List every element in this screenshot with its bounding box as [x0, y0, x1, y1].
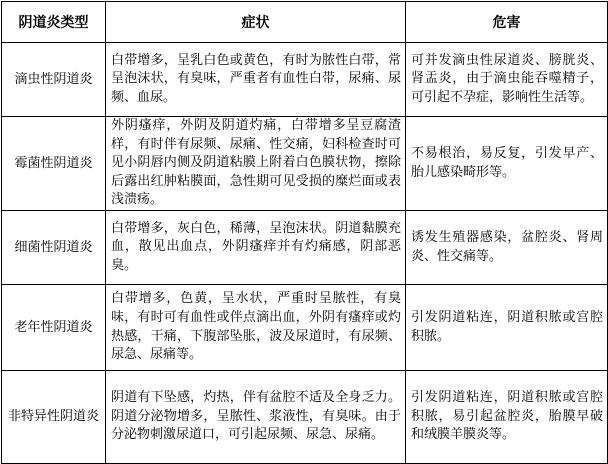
- harm-cell: 引发阴道粘连，阴道积脓或宫腔积脓。: [406, 285, 608, 371]
- type-cell: 非特异性阴道炎: [2, 371, 106, 464]
- table-row: [2, 43, 608, 117]
- symptoms-cell: 白带增多，灰白色，稀薄，呈泡沫状。阴道黏膜充血，散见出血点，外阴瘙痒并有灼痛感，阴部恶臭。: [106, 211, 406, 285]
- type-cell: 滴虫性阴道炎: [2, 43, 106, 117]
- header-harm: 危害: [406, 2, 608, 43]
- type-cell: 霉菌性阴道炎: [2, 117, 106, 211]
- vaginitis-table: [1, 1, 608, 464]
- symptoms-cell: 白带增多，呈乳白色或黄色，有时为脓性白带，常呈泡沫状，有臭味，严重者有血性白带，尿痛、尿频、血尿。: [106, 43, 406, 117]
- symptoms-cell: 白带增多，色黄，呈水状，严重时呈脓性，有臭味，有时可有血性或伴点滴出血，外阴有瘙痒或灼热感，干痛，下腹部坠胀，波及尿道时，有尿频、尿急、尿痛等。: [106, 285, 406, 371]
- table-row: [2, 285, 608, 371]
- harm-cell: 可并发滴虫性尿道炎、膀胱炎、肾盂炎，由于滴虫能吞噬精子，可引起不孕症，影响性生活等。: [406, 43, 608, 117]
- symptoms-cell: 阴道有下坠感，灼热，伴有盆腔不适及全身乏力。阴道分泌物增多，呈脓性、浆液性，有臭味。由于分泌物刺激尿道口，可引起尿频、尿急、尿痛。: [106, 371, 406, 464]
- table-row: [2, 117, 608, 211]
- header-type: 阴道炎类型: [2, 2, 106, 43]
- symptoms-cell: 外阴瘙痒，外阴及阴道灼痛，白带增多呈豆腐渣样，有时伴有尿频、尿痛、性交痛，妇科检查时可见小阴唇内侧及阴道粘膜上附着白色膜状物，擦除后露出红肿粘膜面，急性期可见受损的糜烂面或表浅溃疡。: [106, 117, 406, 211]
- harm-cell: 诱发生殖器感染，盆腔炎、肾周炎、性交痛等。: [406, 211, 608, 285]
- harm-cell: 不易根治，易反复，引发早产、胎儿感染畸形等。: [406, 117, 608, 211]
- table-row: [2, 371, 608, 464]
- header-row: [2, 2, 608, 43]
- header-symptoms: 症状: [106, 2, 406, 43]
- table-row: [2, 211, 608, 285]
- type-cell: 细菌性阴道炎: [2, 211, 106, 285]
- type-cell: 老年性阴道炎: [2, 285, 106, 371]
- harm-cell: 引发阴道粘连，阴道积脓或宫腔积脓，易引起盆腔炎，胎膜早破和绒膜羊膜炎等。: [406, 371, 608, 464]
